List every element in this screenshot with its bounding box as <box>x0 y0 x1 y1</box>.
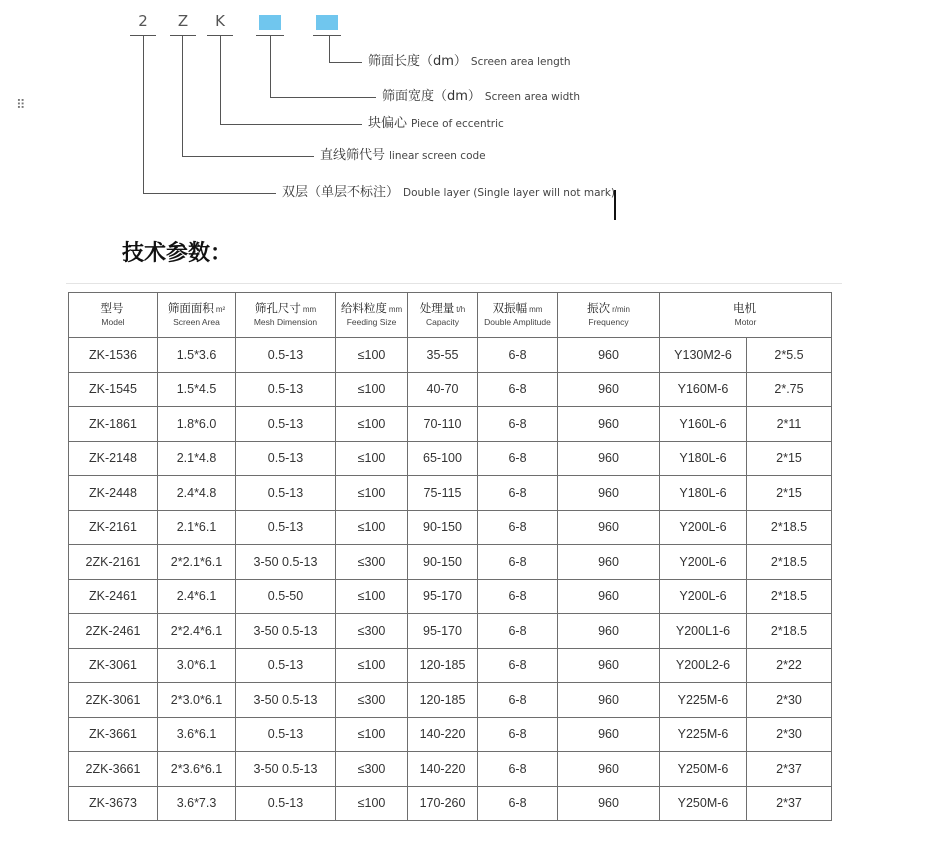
table-row <box>69 545 832 580</box>
cell-feeding-size: ≤100 <box>336 648 408 683</box>
header-frequency: 振次 r/min Frequency <box>558 293 660 338</box>
leader-line <box>220 124 362 125</box>
cell-motor-power: 2*5.5 <box>747 338 832 373</box>
cell-feeding-size: ≤100 <box>336 579 408 614</box>
cell-motor-type: Y225M-6 <box>660 717 747 752</box>
cell-capacity: 35-55 <box>408 338 478 373</box>
table-row <box>69 786 832 821</box>
cell-screen-area: 1.5*4.5 <box>158 372 236 407</box>
cell-frequency: 960 <box>558 476 660 511</box>
header-feeding-size: 给料粒度 mm Feeding Size <box>336 293 408 338</box>
cell-motor-type: Y225M-6 <box>660 683 747 718</box>
cell-model: ZK-1861 <box>69 407 158 442</box>
table-row <box>69 717 832 752</box>
cell-motor-type: Y180L-6 <box>660 441 747 476</box>
cell-mesh-dimension: 3-50 0.5-13 <box>236 683 336 718</box>
cell-capacity: 95-170 <box>408 579 478 614</box>
cell-feeding-size: ≤100 <box>336 407 408 442</box>
cell-model: ZK-3061 <box>69 648 158 683</box>
header-motor: 电机 Motor <box>660 293 832 338</box>
cell-model: 2ZK-3061 <box>69 683 158 718</box>
leader-line <box>220 36 221 124</box>
section-title: 技术参数： <box>122 240 233 266</box>
cell-screen-area: 3.6*7.3 <box>158 786 236 821</box>
cell-motor-type: Y160M-6 <box>660 372 747 407</box>
cell-frequency: 960 <box>558 717 660 752</box>
cell-motor-type: Y160L-6 <box>660 407 747 442</box>
drag-handle-icon[interactable]: ⠿ <box>16 98 27 113</box>
cell-model: ZK-3661 <box>69 717 158 752</box>
cell-screen-area: 2*3.0*6.1 <box>158 683 236 718</box>
table-row <box>69 372 832 407</box>
spec-table <box>68 292 832 821</box>
leader-line <box>329 62 362 63</box>
cell-mesh-dimension: 0.5-13 <box>236 476 336 511</box>
cell-capacity: 170-260 <box>408 786 478 821</box>
cell-motor-power: 2*18.5 <box>747 579 832 614</box>
cell-model: ZK-2148 <box>69 441 158 476</box>
header-capacity: 处理量 t/h Capacity <box>408 293 478 338</box>
cell-feeding-size: ≤300 <box>336 614 408 649</box>
cell-screen-area: 2.4*6.1 <box>158 579 236 614</box>
length-placeholder-box <box>316 15 338 30</box>
code-letter-k: K <box>215 12 225 30</box>
cell-feeding-size: ≤300 <box>336 752 408 787</box>
cell-screen-area: 2*2.4*6.1 <box>158 614 236 649</box>
leader-line <box>182 156 314 157</box>
cell-feeding-size: ≤100 <box>336 717 408 752</box>
cell-model: ZK-3673 <box>69 786 158 821</box>
cell-motor-type: Y200L1-6 <box>660 614 747 649</box>
cell-feeding-size: ≤100 <box>336 338 408 373</box>
cell-motor-power: 2*37 <box>747 786 832 821</box>
cell-mesh-dimension: 0.5-13 <box>236 338 336 373</box>
cell-double-amplitude: 6-8 <box>478 683 558 718</box>
cell-model: ZK-2161 <box>69 510 158 545</box>
cell-screen-area: 1.5*3.6 <box>158 338 236 373</box>
cell-motor-type: Y250M-6 <box>660 752 747 787</box>
cell-frequency: 960 <box>558 683 660 718</box>
cell-model: 2ZK-2461 <box>69 614 158 649</box>
table-row <box>69 476 832 511</box>
cell-motor-type: Y180L-6 <box>660 476 747 511</box>
cell-feeding-size: ≤300 <box>336 683 408 718</box>
code-underline <box>313 35 341 36</box>
desc-eccentric: 块偏心 Piece of eccentric <box>368 116 504 131</box>
cell-capacity: 120-185 <box>408 648 478 683</box>
cell-capacity: 95-170 <box>408 614 478 649</box>
cell-motor-type: Y200L-6 <box>660 579 747 614</box>
cell-motor-power: 2*18.5 <box>747 545 832 580</box>
leader-line <box>270 36 271 97</box>
cell-motor-power: 2*22 <box>747 648 832 683</box>
leader-line <box>329 36 330 62</box>
code-underline <box>170 35 196 36</box>
model-code-diagram <box>0 0 941 225</box>
cell-frequency: 960 <box>558 338 660 373</box>
cell-screen-area: 3.0*6.1 <box>158 648 236 683</box>
cell-frequency: 960 <box>558 614 660 649</box>
cell-feeding-size: ≤100 <box>336 372 408 407</box>
cell-frequency: 960 <box>558 510 660 545</box>
cell-double-amplitude: 6-8 <box>478 614 558 649</box>
header-model: 型号 Model <box>69 293 158 338</box>
cell-capacity: 75-115 <box>408 476 478 511</box>
table-row <box>69 648 832 683</box>
cell-model: 2ZK-2161 <box>69 545 158 580</box>
table-row <box>69 338 832 373</box>
cell-model: 2ZK-3661 <box>69 752 158 787</box>
cell-frequency: 960 <box>558 786 660 821</box>
table-row <box>69 510 832 545</box>
desc-double-layer: 双层（单层不标注） Double layer (Single layer will not mark) <box>282 185 615 200</box>
cell-mesh-dimension: 3-50 0.5-13 <box>236 752 336 787</box>
cell-motor-power: 2*11 <box>747 407 832 442</box>
leader-line <box>143 36 144 193</box>
cell-feeding-size: ≤100 <box>336 786 408 821</box>
cell-capacity: 140-220 <box>408 752 478 787</box>
leader-line <box>270 97 376 98</box>
cell-feeding-size: ≤100 <box>336 476 408 511</box>
divider <box>66 283 842 284</box>
cell-screen-area: 3.6*6.1 <box>158 717 236 752</box>
cell-double-amplitude: 6-8 <box>478 717 558 752</box>
cell-mesh-dimension: 0.5-13 <box>236 510 336 545</box>
code-letter-2: 2 <box>138 12 148 30</box>
cell-double-amplitude: 6-8 <box>478 338 558 373</box>
cell-capacity: 65-100 <box>408 441 478 476</box>
cell-motor-type: Y200L2-6 <box>660 648 747 683</box>
cell-motor-power: 2*30 <box>747 717 832 752</box>
cell-double-amplitude: 6-8 <box>478 476 558 511</box>
cell-capacity: 140-220 <box>408 717 478 752</box>
cell-motor-power: 2*15 <box>747 441 832 476</box>
desc-screen-length: 筛面长度（dm） Screen area length <box>368 54 571 69</box>
cell-motor-power: 2*37 <box>747 752 832 787</box>
cell-double-amplitude: 6-8 <box>478 407 558 442</box>
cell-frequency: 960 <box>558 372 660 407</box>
table-header-row <box>69 293 832 338</box>
cell-double-amplitude: 6-8 <box>478 372 558 407</box>
cell-motor-power: 2*18.5 <box>747 614 832 649</box>
cell-mesh-dimension: 3-50 0.5-13 <box>236 614 336 649</box>
cell-screen-area: 2*3.6*6.1 <box>158 752 236 787</box>
cell-mesh-dimension: 0.5-13 <box>236 407 336 442</box>
cell-motor-type: Y130M2-6 <box>660 338 747 373</box>
cell-screen-area: 1.8*6.0 <box>158 407 236 442</box>
cell-frequency: 960 <box>558 545 660 580</box>
cell-model: ZK-1545 <box>69 372 158 407</box>
cell-motor-type: Y250M-6 <box>660 786 747 821</box>
cell-screen-area: 2*2.1*6.1 <box>158 545 236 580</box>
cell-motor-power: 2*.75 <box>747 372 832 407</box>
cell-frequency: 960 <box>558 752 660 787</box>
cell-motor-power: 2*30 <box>747 683 832 718</box>
cell-feeding-size: ≤100 <box>336 441 408 476</box>
cell-mesh-dimension: 0.5-50 <box>236 579 336 614</box>
cell-screen-area: 2.1*6.1 <box>158 510 236 545</box>
cell-frequency: 960 <box>558 648 660 683</box>
cell-mesh-dimension: 0.5-13 <box>236 717 336 752</box>
desc-linear-screen-code: 直线筛代号 linear screen code <box>320 148 486 163</box>
cell-double-amplitude: 6-8 <box>478 786 558 821</box>
cell-screen-area: 2.4*4.8 <box>158 476 236 511</box>
table-row <box>69 579 832 614</box>
header-double-amplitude: 双振幅 mm Double Amplitude <box>478 293 558 338</box>
header-screen-area: 筛面面积 m² Screen Area <box>158 293 236 338</box>
table-row <box>69 614 832 649</box>
table-row <box>69 752 832 787</box>
cell-capacity: 90-150 <box>408 545 478 580</box>
cell-model: ZK-2461 <box>69 579 158 614</box>
table-row <box>69 683 832 718</box>
cell-motor-power: 2*18.5 <box>747 510 832 545</box>
cell-double-amplitude: 6-8 <box>478 648 558 683</box>
cell-capacity: 120-185 <box>408 683 478 718</box>
leader-line <box>143 193 276 194</box>
table-row <box>69 441 832 476</box>
cell-model: ZK-2448 <box>69 476 158 511</box>
cell-feeding-size: ≤300 <box>336 545 408 580</box>
width-placeholder-box <box>259 15 281 30</box>
cell-capacity: 70-110 <box>408 407 478 442</box>
cell-mesh-dimension: 0.5-13 <box>236 648 336 683</box>
code-letter-z: Z <box>177 12 189 30</box>
cell-double-amplitude: 6-8 <box>478 510 558 545</box>
cell-double-amplitude: 6-8 <box>478 545 558 580</box>
cell-screen-area: 2.1*4.8 <box>158 441 236 476</box>
cell-frequency: 960 <box>558 579 660 614</box>
cell-motor-type: Y200L-6 <box>660 510 747 545</box>
cell-frequency: 960 <box>558 407 660 442</box>
cell-capacity: 90-150 <box>408 510 478 545</box>
cell-mesh-dimension: 0.5-13 <box>236 372 336 407</box>
cell-double-amplitude: 6-8 <box>478 441 558 476</box>
table-row <box>69 407 832 442</box>
cell-mesh-dimension: 0.5-13 <box>236 786 336 821</box>
header-mesh-dimension: 筛孔尺寸 mm Mesh Dimension <box>236 293 336 338</box>
cell-double-amplitude: 6-8 <box>478 752 558 787</box>
desc-screen-width: 筛面宽度（dm） Screen area width <box>382 89 581 104</box>
cell-motor-type: Y200L-6 <box>660 545 747 580</box>
leader-line <box>182 36 183 156</box>
cell-double-amplitude: 6-8 <box>478 579 558 614</box>
cell-model: ZK-1536 <box>69 338 158 373</box>
cell-motor-power: 2*15 <box>747 476 832 511</box>
cell-frequency: 960 <box>558 441 660 476</box>
cell-capacity: 40-70 <box>408 372 478 407</box>
cell-mesh-dimension: 0.5-13 <box>236 441 336 476</box>
cell-feeding-size: ≤100 <box>336 510 408 545</box>
cell-mesh-dimension: 3-50 0.5-13 <box>236 545 336 580</box>
